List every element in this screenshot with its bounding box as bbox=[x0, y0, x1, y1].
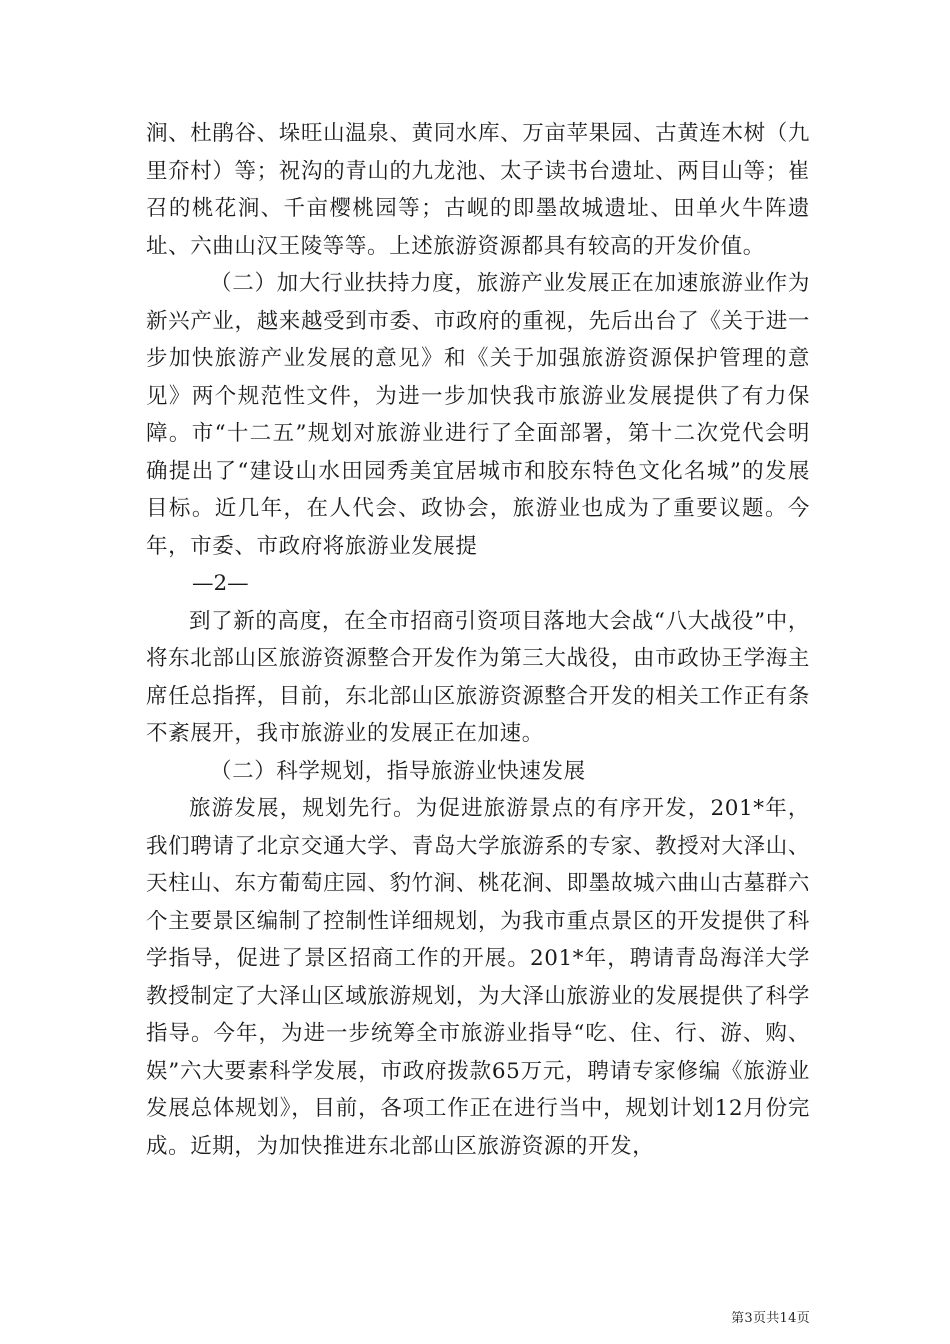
section-heading-planning: （二）科学规划，指导旅游业快速发展 bbox=[210, 758, 586, 784]
page-number-footer: 第3页共14页 bbox=[731, 1311, 810, 1326]
paragraph-tourism-resources: 涧、杜鹃谷、垛旺山温泉、黄同水库、万亩苹果园、古黄连木树（九里夼村）等；祝沟的青山的九龙池、太子读书台遗址、两目山等；崔召的桃花涧、千亩樱桃园等；古岘的即墨故城遗址、田单火牛阵遗址、六曲山汉王陵等等。上述旅游资源都具有较高的开发价值。 bbox=[146, 121, 810, 259]
inline-page-marker: —2— bbox=[192, 571, 249, 596]
paragraph-industry-support: （二）加大行业扶持力度，旅游产业发展正在加速旅游业作为新兴产业，越来越受到市委、市政府的重视，先后出台了《关于进一步加快旅游产业发展的意见》和《关于加强旅游资源保护管理的意见》两个规范性文件，为进一步加快我市旅游业发展提供了有力保障。市“十二五”规划对旅游业进行了全面部署，第十二次党代会明确提出了“建设山水田园秀美宜居城市和胶东特色文化名城”的发展目标。近几年，在人代会、政协会，旅游业也成为了重要议题。今年，市委、市政府将旅游业发展提 bbox=[146, 271, 810, 559]
document-body bbox=[146, 115, 810, 1165]
paragraph-new-height: 到了新的高度，在全市招商引资项目落地大会战“八大战役”中，将东北部山区旅游资源整合开发作为第三大战役，由市政协王学海主席任总指挥，目前，东北部山区旅游资源整合开发的相关工作正有条不紊展开，我市旅游业的发展正在加速。 bbox=[146, 608, 810, 746]
paragraph-planning: 旅游发展，规划先行。为促进旅游景点的有序开发，201*年，我们聘请了北京交通大学、青岛大学旅游系的专家、教授对大泽山、天柱山、东方葡萄庄园、豹竹涧、桃花涧、即墨故城六曲山古墓群六个主要景区编制了控制性详细规划，为我市重点景区的开发提供了科学指导，促进了景区招商工作的开展。201*年，聘请青岛海洋大学教授制定了大泽山区域旅游规划，为大泽山旅游业的发展提供了科学指导。今年，为进一步统筹全市旅游业指导“吃、住、行、游、购、娱”六大要素科学发展，市政府拨款65万元，聘请专家修编《旅游业发展总体规划》，目前，各项工作正在进行当中，规划计划12月份完成。近期，为加快推进东北部山区旅游资源的开发， bbox=[146, 796, 810, 1159]
